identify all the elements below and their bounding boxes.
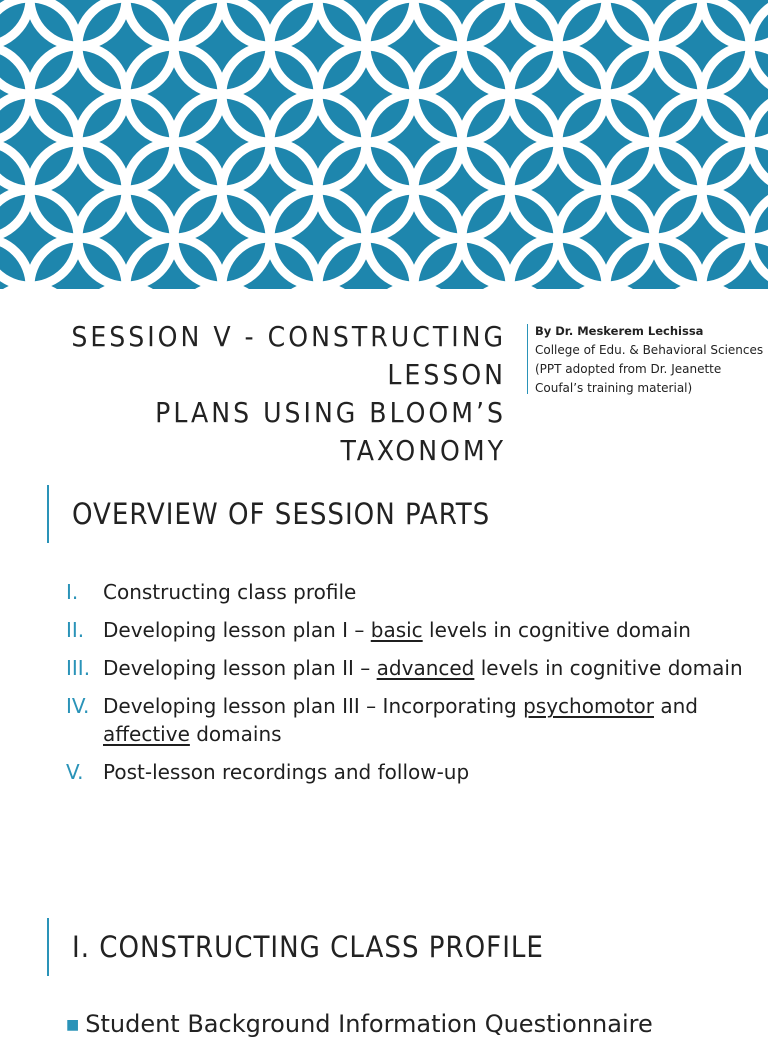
- decorative-pattern-banner: [0, 0, 768, 289]
- affiliation: College of Edu. & Behavioral Sciences: [535, 343, 764, 357]
- overview-accent-bar: [47, 485, 49, 543]
- underlined-term: affective: [103, 722, 190, 746]
- square-bullet-icon: ■: [66, 1017, 80, 1033]
- underlined-term: basic: [370, 618, 423, 642]
- title-divider: [527, 324, 528, 394]
- session-parts-list: [66, 578, 746, 796]
- list-number: I.: [66, 580, 79, 604]
- underlined-term: advanced: [376, 656, 475, 680]
- overview-heading: OVERVIEW OF SESSION PARTS: [72, 497, 491, 531]
- profile-accent-bar: [47, 918, 49, 976]
- list-number: IV.: [66, 694, 90, 718]
- list-number: III.: [66, 656, 91, 680]
- author-info: [535, 322, 765, 398]
- list-number: V.: [66, 760, 84, 784]
- list-item: III. Developing lesson plan II – advanced levels in cognitive domain: [66, 656, 743, 680]
- list-item: I. Constructing class profile: [66, 580, 357, 604]
- title-line-1: SESSION V - CONSTRUCTING LESSON: [71, 320, 506, 391]
- session-title: [0, 318, 506, 470]
- profile-heading: I. CONSTRUCTING CLASS PROFILE: [72, 930, 544, 964]
- source-note-line-2: Coufal’s training material): [535, 381, 693, 395]
- list-item: V. Post-lesson recordings and follow-up: [66, 760, 470, 784]
- bullet-item: ■ Student Background Information Questionnaire: [66, 1010, 653, 1038]
- author-name: By Dr. Meskerem Lechissa: [535, 324, 704, 338]
- source-note-line-1: (PPT adopted from Dr. Jeanette: [535, 362, 722, 376]
- list-item: II. Developing lesson plan I – basic levels in cognitive domain: [66, 618, 691, 642]
- list-number: II.: [66, 618, 85, 642]
- underlined-term: psychomotor: [523, 694, 654, 718]
- title-line-2: PLANS USING BLOOM’S TAXONOMY: [155, 396, 506, 467]
- list-item: IV. Developing lesson plan III – Incorporating psychomotor and affective domains: [66, 694, 698, 746]
